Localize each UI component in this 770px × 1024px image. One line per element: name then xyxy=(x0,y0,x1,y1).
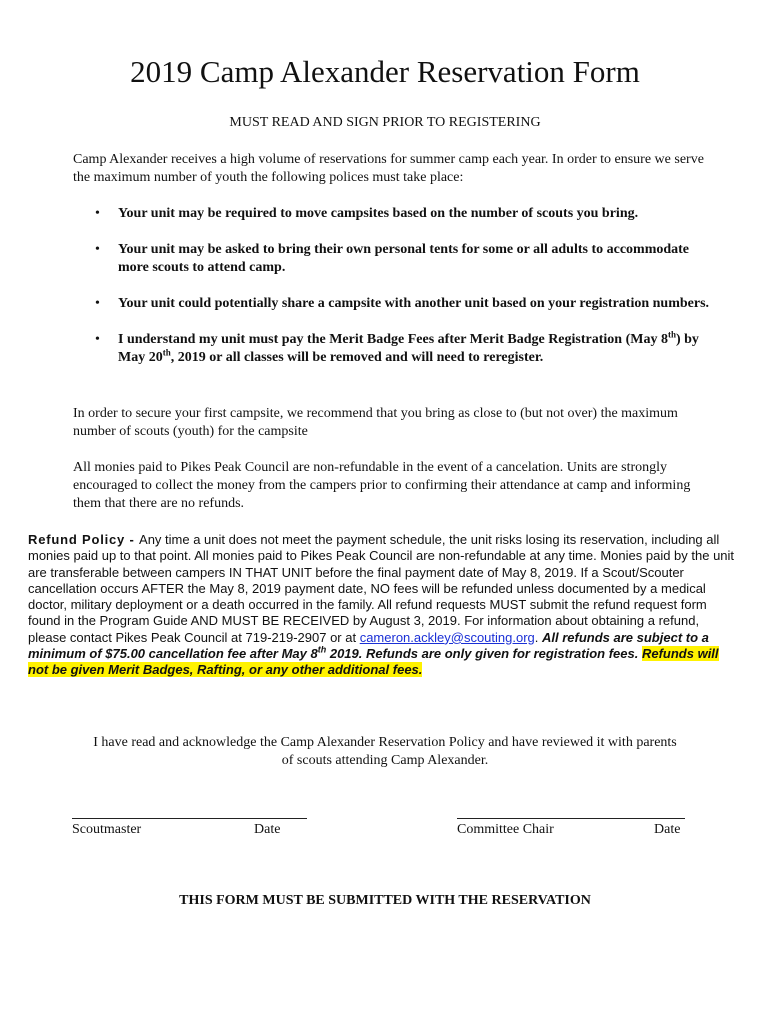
bullet-icon: • xyxy=(95,332,100,347)
scoutmaster-date-label: Date xyxy=(254,822,281,837)
refund-policy-heading: Refund Policy - xyxy=(28,532,140,547)
bullet-icon: • xyxy=(95,206,100,221)
page-subtitle: MUST READ AND SIGN PRIOR TO REGISTERING xyxy=(229,115,541,130)
policy-item xyxy=(73,241,713,277)
ordinal-suffix: th xyxy=(162,347,171,358)
policy-item xyxy=(73,295,713,313)
policy-item xyxy=(73,331,713,367)
footer-notice: THIS FORM MUST BE SUBMITTED WITH THE RESERVATION xyxy=(179,893,591,908)
secure-campsite-paragraph: In order to secure your first campsite, we recommend that you bring as close to (but not over) the maximum number of scouts (youth) for the campsite xyxy=(73,406,678,439)
highlighted-no-refund-note: Refunds will not be given Merit Badges, Rafting, or any other additional fees. xyxy=(28,646,719,678)
policy-text-part: I understand my unit must pay the Merit Badge Fees after Merit Badge Registration (May 8 xyxy=(118,332,668,347)
policy-text: Your unit could potentially share a campsite with another unit based on your registration numbers. xyxy=(118,296,710,311)
registration-fees-note: 2019. Refunds are only given for registration fees. xyxy=(326,646,639,662)
policy-list xyxy=(73,205,713,385)
monies-paragraph: All monies paid to Pikes Peak Council are non-refundable in the event of a cancelation. Units are strongly encouraged to collect the money from the campers prior to confirming their attendance at camp and informing them that there are no refunds. xyxy=(73,460,691,511)
policy-text: Your unit may be required to move campsites based on the number of scouts you bring. xyxy=(118,206,639,221)
acknowledgement xyxy=(0,734,770,770)
cancellation-fee-note: All refunds are subject to a minimum of $75.00 cancellation fee after May 8 xyxy=(28,629,709,662)
policy-item xyxy=(73,205,713,223)
committee-chair-date-label: Date xyxy=(654,822,681,837)
ordinal-suffix: th xyxy=(667,329,676,340)
scoutmaster-signature-line[interactable] xyxy=(72,818,307,819)
committee-chair-label: Committee Chair xyxy=(457,822,554,837)
bullet-icon: • xyxy=(95,242,100,257)
acknowledgement-line: of scouts attending Camp Alexander. xyxy=(281,753,489,768)
policy-text-part: , 2019 or all classes will be removed and will need to reregister. xyxy=(170,350,544,365)
committee-chair-signature-line[interactable] xyxy=(457,818,685,819)
refund-policy-body: Any time a unit does not meet the payment schedule, the unit risks losing its reservation, including all monies paid up to that point. All monies paid to Pikes Peak Council are non-refundable at any time. Monies paid by the unit are transferable between campers IN THAT UNIT before the final payment date of May 8, 2019. If a Scout/Scouter cancellation occurs AFTER the May 8, 2019 payment date, NO fees will be refunded unless documented by a medical doctor, military deployment or a death occurred in the family. All refund requests MUST submit the refund request form found in the Program Guide AND MUST BE RECEIVED by August 3, 2019. For information about obtaining a refund, please contact Pikes Peak Council at 719-219-2907 or at xyxy=(28,532,735,645)
acknowledgement-line: I have read and acknowledge the Camp Alexander Reservation Policy and have reviewed it with parents xyxy=(93,735,677,750)
intro-paragraph: Camp Alexander receives a high volume of reservations for summer camp each year. In order to ensure we serve the maximum number of youth the following polices must take place: xyxy=(73,152,704,185)
bullet-icon: • xyxy=(95,296,100,311)
page-title: 2019 Camp Alexander Reservation Form xyxy=(130,54,640,89)
policy-text: Your unit may be asked to bring their own personal tents for some or all adults to accommodate more scouts to attend camp. xyxy=(118,242,690,275)
refund-text: . xyxy=(534,629,542,645)
scoutmaster-label: Scoutmaster xyxy=(72,822,142,837)
ordinal-suffix: th xyxy=(317,644,327,655)
refund-policy xyxy=(28,532,738,679)
contact-email-link[interactable]: cameron.ackley@scouting.org xyxy=(359,629,535,645)
policy-text-part: ) by May 20 xyxy=(118,332,699,365)
